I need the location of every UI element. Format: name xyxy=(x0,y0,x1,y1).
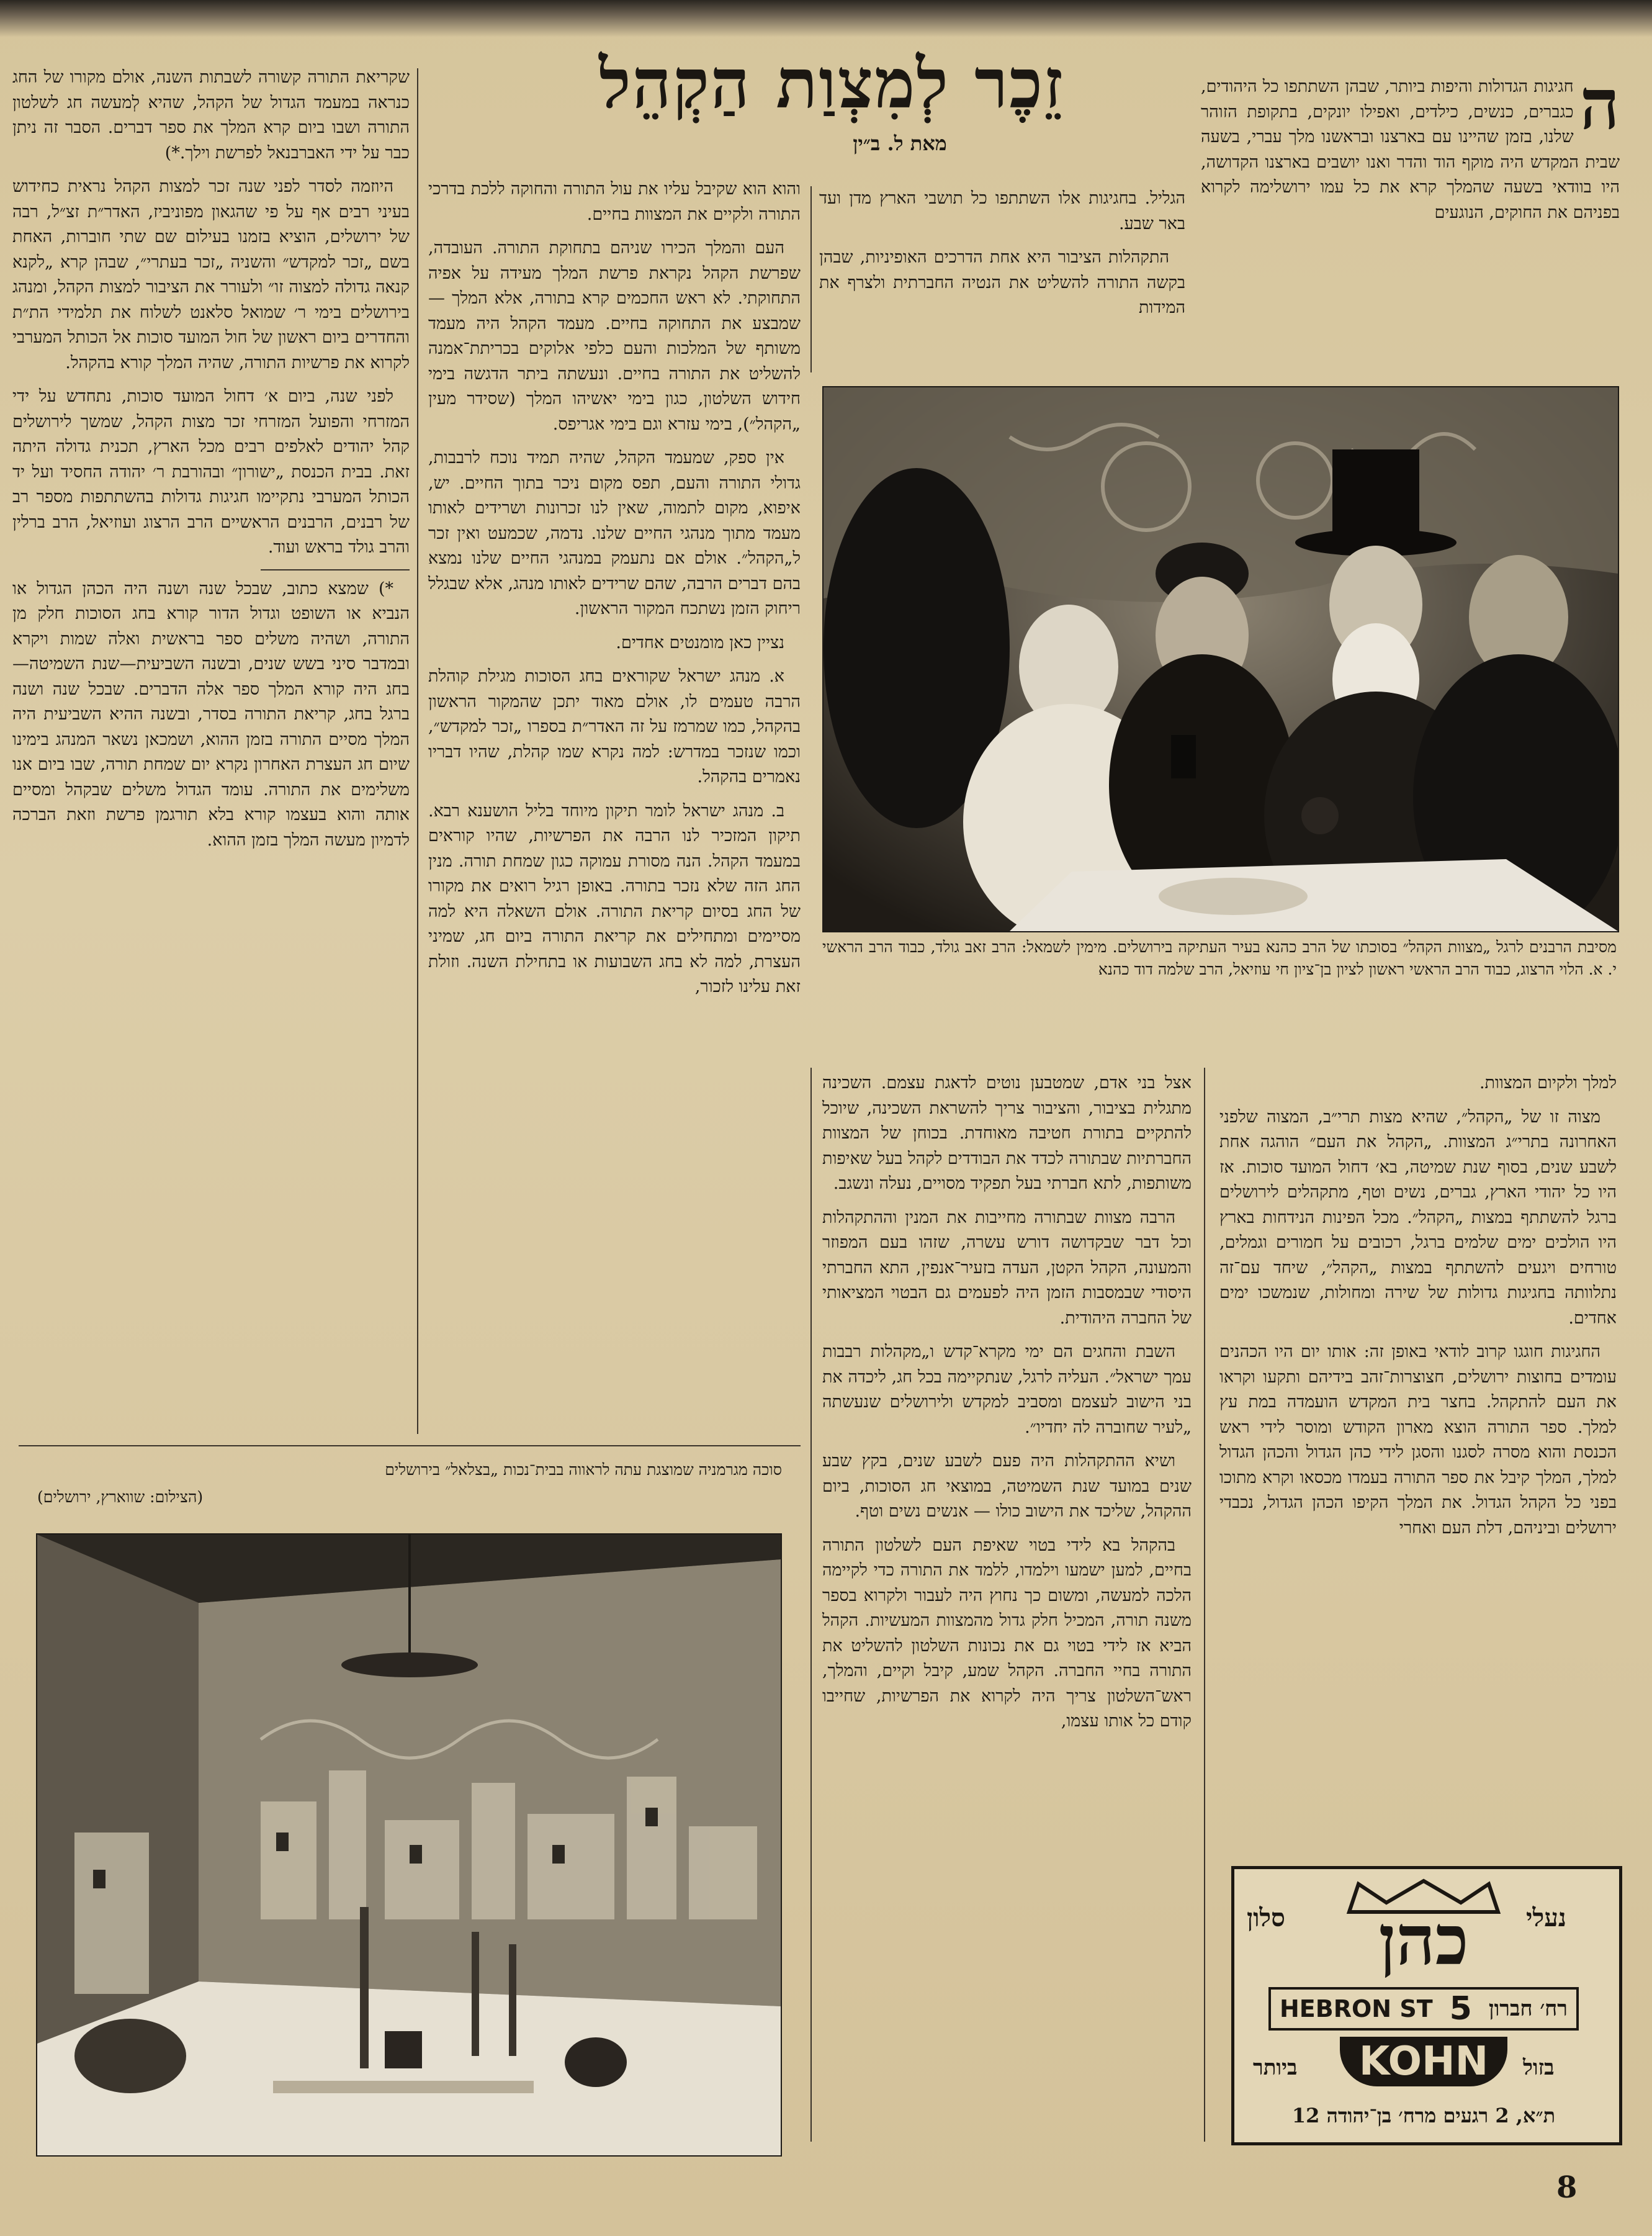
column-divider xyxy=(1204,1068,1205,2142)
text-block: אצל בני אדם, שמטבען נוטים לדאגת עצמם. השכינה מתגלית בציבור, והציבור צריך להשראת השכינה, שיוכל להתקיים בתורת חטיבה מאוחדת. בכוחן של המצוות החברתיות שבתורה לכדד את הבודדים לקהל בעל שאיפות משותפות, לתא חברתי בעל תפקיד מסויים, נעלה ונשגב. xyxy=(822,1073,1192,1193)
text-block: למלך ולקיום המצוות. xyxy=(1479,1073,1617,1093)
text-block: חגיגות הגדולות והיפות ביותר, שבהן השתתפו כל היהודים, כגברים, כנשים, כילדים, ואפילו יונקים, בתקופת הזוהר שלנו, בזמן שהיינו עם בארצנו ובראשנו מלך עברי, בשעה שבית המקדש היה מוקף הוד והדר ואנו יושבים בארצנו הקדושה, היו בוודאי בשעה שהמלך קרא את כל עמו ירושלימה לקרוא בפניהם את החוקים, הנוגעים xyxy=(1201,77,1620,222)
ad-brand-latin: KOHN xyxy=(1340,2037,1507,2086)
text-block: בהקהל בא לידי בטוי שאיפת העם לשלטון התורה בחיים, למען ישמעו וילמדו, ללמד את התורה כדי לקיימה הלכה למעשה, ומשום כך נחוץ היה לעבור ולקרוא בספר משנה תורה, המכיל חלק גדול מהמצוות המעשיות. הקהל הביא אז לידי בטוי גם את נכונות השלטון להשליט את התורה בחיי החברה. הקהל שמע, קיבל וקיים, והמלך, ראש־השלטון צריך היה לקרוא את הפרשיות, שחייבו קודם כל אותו עצמו, xyxy=(822,1535,1192,1731)
text-block: ושיא ההתקהלות היה פעם לשבע שנים, בקץ שבע שנים במועד שנת השמיטה, במוצאי חג הסוכות, ביום ההקהל, שליכד את הישוב כולו — אנשים נשים וטף. xyxy=(822,1451,1192,1521)
ad-address-hebrew: רח׳ חברון xyxy=(1488,1996,1568,2021)
text-block: הגליל. בחגיגות אלו השתתפו כל תושבי הארץ מדן ועד באר שבע. xyxy=(819,189,1185,233)
photo-german-sukkah xyxy=(36,1533,782,2157)
text-block: והוא הוא שקיבל עליו את עול התורה והחוקה ללכת בדרכי התורה ולקיים את המצוות בחיים. xyxy=(428,179,801,224)
binding-shadow xyxy=(0,0,1652,37)
text-block: מצוה זו של „הקהל״, שהיא מצות תרי״ב, המצוה שלפני האחרונה בתרי״ג המצוות. „הקהל את העם״ הוהגה אחת לשבע שנים, בסוף שנת שמיטה, בא׳ דחול המועד סוכות. אז היו כל יהודי הארץ, גברים, נשים וטף, מתקהלים לירושלים ברגל להשתתף במצות „הקהל״. מכל הפינות הנידחות בארץ היו הולכים ימים שלמים ברגל, רכובים על חמורים וגמלים, טורחים ויגעים להשתתף במצות „הקהל״, שיחד עם־זה נתלוותה בחגיגות גדולות של שירה ומחולות, שנמשכו ימים אחדים. xyxy=(1219,1107,1617,1328)
column-right-bottom xyxy=(1219,1071,1617,1549)
ad-address-latin: HEBRON ST xyxy=(1280,1995,1433,2022)
photo-rabbis-sukkah xyxy=(822,386,1619,932)
photo-bottom-caption: סוכה מגרמניה שמוצגת עתה לראווה בבית־נכות „בצלאל״ בירושלים xyxy=(385,1461,782,1479)
article-title: זֵכֶר לְמִצְוַת הַקְהֵל xyxy=(599,43,1064,124)
drop-cap: ה xyxy=(1579,64,1620,145)
ad-bottom-right: בזול xyxy=(1523,2055,1555,2080)
ad-bottom-left: ביותר xyxy=(1253,2055,1298,2080)
text-block: נציין כאן מומנטים אחדים. xyxy=(616,633,784,652)
ad-street-number: 5 xyxy=(1449,1990,1472,2027)
sukkah-photo-image xyxy=(37,1535,781,2155)
ad-left-word: נעלי xyxy=(1526,1903,1566,1932)
text-block: א. מנהג ישראל שקוראים בחג הסוכות מגילת קוהלת הרבה טעמים לו, אולם מאוד יתכן שהמקור הראשון בהקהל, כמו שמרמז על זה האדר״ת בספרו „זכר למקדש״, וכמו שנזכר במדרש: למה נקרא שמו קהלת, שהיו דבריו נאמרים בהקהל. xyxy=(428,667,801,787)
section-divider xyxy=(19,1445,801,1446)
text-block: אין ספק, שמעמד הקהל, שהיה תמיד נוכח לרבבות, גדולי התורה והעם, תפס מקום ניכר בתוך החיים. יש, איפוא, מקום לתמוה, שאין לנו זכרונות ושרידים לאותו מעמד מתוך מנהגי החיים שלנו. נדמה, שכמעט ואין זכר ל„הקהל״. אולם אם נתעמק במנהגי החיים שלנו נמצא בהם דברים הרבה, שהם שרידים לאותו מנהג, אלא שבגלל ריחוק הזמן נשתכח המקור הראשון. xyxy=(428,448,801,618)
column-divider xyxy=(810,186,812,372)
ad-brand-hebrew: כהן xyxy=(1378,1900,1469,1980)
column-middle-bottom xyxy=(822,1071,1192,1743)
photo-bottom-credit: (הצילום: שווארץ, ירושלים) xyxy=(37,1488,204,1506)
column-divider xyxy=(810,1068,812,2142)
rabbis-photo-image xyxy=(824,387,1618,931)
text-block: ב. מנהג ישראל לומר תיקון מיוחד בליל הושענא רבא. תיקון המזכיר לנו הרבה את הפרשיות, שהיו קוראים במעמד הקהל. הנה מסורת עמוקה כגון שמחת תורה. מנין החג הזה שלא נזכר בתורה. באופן רגיל רואים את מקורו של החג בסיום קריאת התורה. אולם השאלה היא למה מסיימים ומתחילים את קריאת התורה ביום חג, שמיני העצרת, למה לא בחג השבועות או בתחילת השנה. וזולת זאת עלינו לזכור, xyxy=(428,801,801,996)
ad-right-word: סלון xyxy=(1247,1903,1285,1932)
text-block: לפני שנה, ביום א׳ דחול המועד סוכות, נתחדש על ידי המזרחי והפועל המזרחי זכר מצות הקהל, שמשך לירושלים קהל יהודים לאלפים רבים מכל הארץ, תכנית גדולה היתה זאת. בבית הכנסת „ישורון״ ובהורבת ר׳ יהודה החסיד ועל יד הכותל המערבי נתקיימו חגיגות גדולות בהשתתפות מספר רב של רבנים, הרבנים הראשיים הרב הרצוג ועוזיאל, הרב ברלין והרב גולד בראש ועוד. xyxy=(12,387,410,557)
column-middle-top xyxy=(428,177,801,1009)
text-block: העם והמלך הכירו שניהם בתחוקת התורה. העובדה, שפרשת הקהל נקראת פרשת המלך מעידה על אפיה התחוקתי. לא ראש החכמים קרא בתורה, אלא המלך — שמבצע את התחוקה בחיים. מעמד הקהל היה מעמד משותף של המלכות והעם כלפי אלוקים בכריתת־אמנה להשליט את התורה בחיים. ונעשתה ביתר הדגשה בימי חידוש השלטון, כגון בימי יאשיהו המלך (שסידר מעין „הקהל״), בימי עזרא וגם בימי אגריפס. xyxy=(428,238,801,434)
article-byline: מאת ל. ב״ין xyxy=(853,132,947,155)
footnote-rule xyxy=(261,569,410,570)
footnote-text: *) שמצא כתוב, שבכל שנה ושנה היה הכהן הגדול או הנביא או השופט וגדול הדור קורא בחג הסוכות חלק מן התורה, ושהיה משלים ספר בראשית ואלה שמות ויקרא ובמדבר סיני בשש שנים, ובשנה השביעית—שנת השמיטה— בחג היה קורא המלך ספר אלה הדברים. שבכל שנה ושנה ברגל בחג, קריאת התורה בסדר, ובשנה ההיא השביעית היה המלך מסיים התורה בזמן ההוא, ושמכאן נשאר המנהג בימינו שיום חג העצרת האחרון נקרא יום שמחת תורה, שבו ביום אנו משלימים את התורה. עומד הגדול משלים שבקהל ומסיים אותה והוא בעצמו קורא בלא תורגמן פרשת וזאת הברכה לדמיון מעשה המלך בזמן ההוא. xyxy=(12,579,410,850)
column-left-top xyxy=(12,65,410,862)
photo-top-caption: מסיבת הרבנים לרגל „מצוות הקהל״ בסוכתו של הרב כהנא בעיר העתיקה בירושלים. מימין לשמאל: הרב זאב גולד, כבוד הרב הראשי י. א. הלוי הרצוג, כבוד הרב הראשי ראשון לציון בן־ציון חי עוזיאל, הרב שלמה דוד כהנא xyxy=(822,938,1617,978)
text-block: התקהלות הציבור היא אחת הדרכים האופיניות, שבהן בקשה התורה להשליט את הנטיה החברתית ולצרף את המידות xyxy=(819,248,1185,317)
page-number: 8 xyxy=(1556,2170,1578,2205)
text-block: היוזמה לסדר לפני שנה זכר למצות הקהל נראית כחידוש בעיני רבים אף על פי שהגאון מפוניביז, האדר״ת זצ״ל, רבה של ירושלים, הוציא בזמנו בעילום שם שתי חוברות, האחת בשם „זכר למקדש״ והשניה „זכר בעתרי״, שבהן קרא „לקנא קנאה גדולה למצוה זו״ ולעורר את הציבור למצות הקהל, ומנהג בירושלים בימי ר׳ שמואל סלאנט לשלוח את תלמידי הת״ת והחדרים ביום ראשון של חול המועד סוכות אל הכותל המערבי לקרוא את פרשיות התורה, שהיה המלך קורא בהקהל. xyxy=(12,177,410,372)
advertisement-kohn xyxy=(1231,1866,1622,2145)
column-second-top xyxy=(819,186,1185,330)
text-block: הרבה מצוות שבתורה מחייבות את המנין וההתקהלות וכל דבר שבקדושה דורש עשרה, שזהו בעם המפוזר והמעונה, הקהל הקטן, העדה בזעיר־אנפין, התא החברתי היסודי שבמסבות הזמן היה לפעמים גם הבטוי המציאותי של החברה היהודית. xyxy=(822,1207,1192,1328)
text-block: השבת והחגים הם ימי מקרא־קדש ו„מקהלות רבבות עמך ישראל״. העליה לרגל, שנתקיימה בכל חג, ליכדה את בני הישוב לעצמם ומסביב למקדש ולירושלים שנעשתה „לעיר שחוברה לה יחדיו״. xyxy=(822,1342,1192,1437)
column-right-top xyxy=(1201,64,1620,234)
ad-footer: ת״א, 2 רגעים מרח׳ בן־יהודה 12 xyxy=(1291,2104,1556,2127)
column-divider xyxy=(417,68,418,1434)
text-block: החגיגות חוגגו קרוב לודאי באופן זה: אותו יום היו הכהנים עומדים בחוצות ירושלים, חצוצרות־זהב בידיהם ותקעו וקראו את העם להתקהל. בחצר בית המקדש הועמדה במת עץ למלך. ספר התורה הוצא מארון הקודש ומוסר לידי ראש הכנסת והוא מסרה לסגנו והסגן לידי כהן הגדול והכהן הגדול למלך, המלך קיבל את ספר התורה בעמדו מכסאו וקרא מתוכו בפני כל הקהל הגדול. את המלך הקיפו הכהן הגדול, נכבדי ירושלים וביניהם, דלת העם ואחרי xyxy=(1219,1342,1617,1538)
text-block: שקריאת התורה קשורה לשבתות השנה, אולם מקורו של החג כנראה במעמד הגדול של הקהל, שהיא לְמעשה חג לשלטון התורה ושבו ביום קרא המלך את ספר דברים. הסבר זה ניתן כבר על ידי האברבנאל לפרשת וילך.*) xyxy=(12,68,410,163)
ad-address-box xyxy=(1268,1987,1579,2031)
